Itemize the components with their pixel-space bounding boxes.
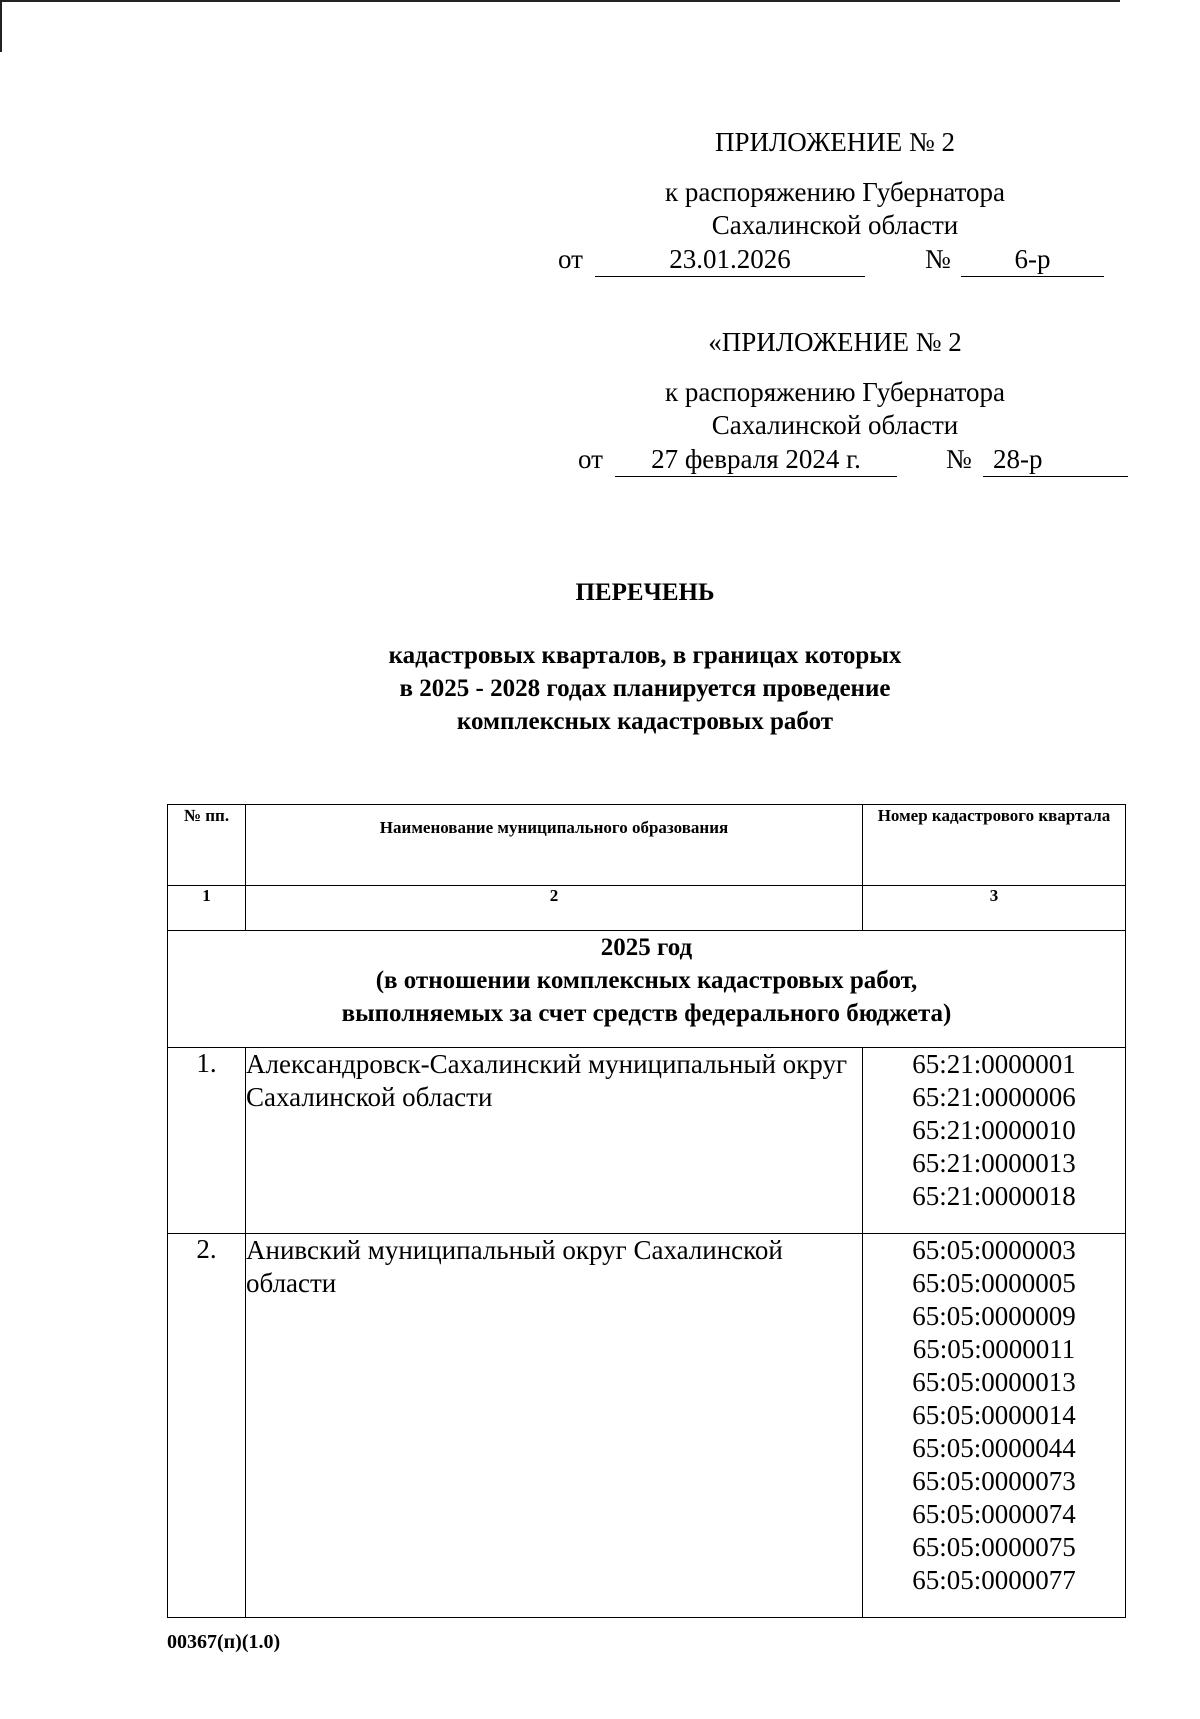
cadastral-code: 65:05:0000014: [912, 1400, 1076, 1430]
cadastral-quarters-table: [167, 804, 1126, 1618]
appendix-old-line1: к распоряжению Губернатора: [664, 377, 1006, 407]
column-number-2: 2: [246, 886, 863, 931]
cadastral-code: 65:21:0000001: [912, 1049, 1076, 1079]
list-title-line3: комплексных кадастровых работ: [456, 708, 834, 735]
appendix-new-from-label: от: [558, 244, 583, 274]
cadastral-codes: [863, 1048, 1126, 1234]
list-title-line2: в 2025 - 2028 годах планируется проведение: [399, 675, 891, 702]
row-index: 1.: [168, 1048, 246, 1234]
document-code: 00367(п)(1.0): [167, 1631, 281, 1653]
table-header-row: [168, 805, 1126, 886]
cadastral-codes: [863, 1234, 1126, 1618]
table-section-row: [168, 931, 1126, 1048]
appendix-new-title: ПРИЛОЖЕНИЕ № 2: [714, 127, 956, 157]
cadastral-code: 65:05:0000074: [912, 1499, 1076, 1529]
municipality-name: Анивский муниципальный округ Сахалинской области: [246, 1234, 863, 1618]
appendix-old-from-label: от: [578, 444, 603, 474]
table-row: [168, 1234, 1126, 1618]
section-year: 2025 год: [600, 934, 693, 961]
appendix-old-number-label: №: [946, 444, 972, 474]
table-column-numbers-row: [168, 886, 1126, 931]
row-index: 2.: [168, 1234, 246, 1618]
appendix-old-line2: Сахалинской области: [711, 410, 959, 440]
header-number: № пп.: [168, 805, 246, 886]
appendix-new-block: [545, 126, 1125, 242]
cadastral-code: 65:05:0000011: [912, 1334, 1076, 1364]
cadastral-code: 65:05:0000044: [912, 1433, 1076, 1463]
scan-edge-left: [0, 0, 2, 52]
column-number-3: 3: [863, 886, 1126, 931]
appendix-new-number-label: №: [925, 244, 951, 274]
municipality-name: Александровск-Сахалинский муниципальный округ Сахалинской области: [246, 1048, 863, 1234]
appendix-old-date: 27 февраля 2024 г.: [615, 443, 897, 477]
section-2025: [168, 931, 1126, 1048]
list-heading: ПЕРЕЧЕНЬ: [575, 579, 715, 606]
appendix-old-number: 28-р: [983, 443, 1128, 477]
cadastral-code: 65:05:0000013: [912, 1367, 1076, 1397]
cadastral-code: 65:05:0000077: [912, 1565, 1076, 1595]
appendix-new-date: 23.01.2026: [595, 243, 865, 277]
appendix-old-block: [545, 326, 1125, 442]
list-title-block: [200, 576, 1090, 738]
column-number-1: 1: [168, 886, 246, 931]
cadastral-code: 65:21:0000006: [912, 1082, 1076, 1112]
cadastral-code: 65:21:0000018: [912, 1181, 1076, 1211]
cadastral-code: 65:05:0000073: [912, 1466, 1076, 1496]
appendix-new-date-row: [558, 243, 1118, 279]
cadastral-code: 65:05:0000009: [912, 1301, 1076, 1331]
appendix-old-title: «ПРИЛОЖЕНИЕ № 2: [708, 327, 962, 357]
header-municipality: Наименование муниципального образования: [246, 805, 863, 886]
list-title-line1: кадастровых кварталов, в границах которых: [388, 642, 902, 669]
cadastral-code: 65:05:0000003: [912, 1235, 1076, 1265]
table-row: [168, 1048, 1126, 1234]
scan-edge-top: [0, 0, 1120, 2]
cadastral-code: 65:05:0000005: [912, 1268, 1076, 1298]
header-cadastral-number: Номер кадастрового квартала: [863, 805, 1126, 886]
appendix-new-line1: к распоряжению Губернатора: [664, 177, 1006, 207]
cadastral-code: 65:21:0000013: [912, 1148, 1076, 1178]
section-line1: (в отношении комплексных кадастровых работ,: [375, 967, 918, 994]
appendix-new-line2: Сахалинской области: [711, 210, 959, 240]
cadastral-code: 65:21:0000010: [912, 1115, 1076, 1145]
cadastral-code: 65:05:0000075: [912, 1532, 1076, 1562]
appendix-old-date-row: [578, 443, 1138, 479]
appendix-new-number: 6-р: [961, 243, 1104, 277]
section-line2: выполняемых за счет средств федерального бюджета): [341, 1000, 952, 1027]
